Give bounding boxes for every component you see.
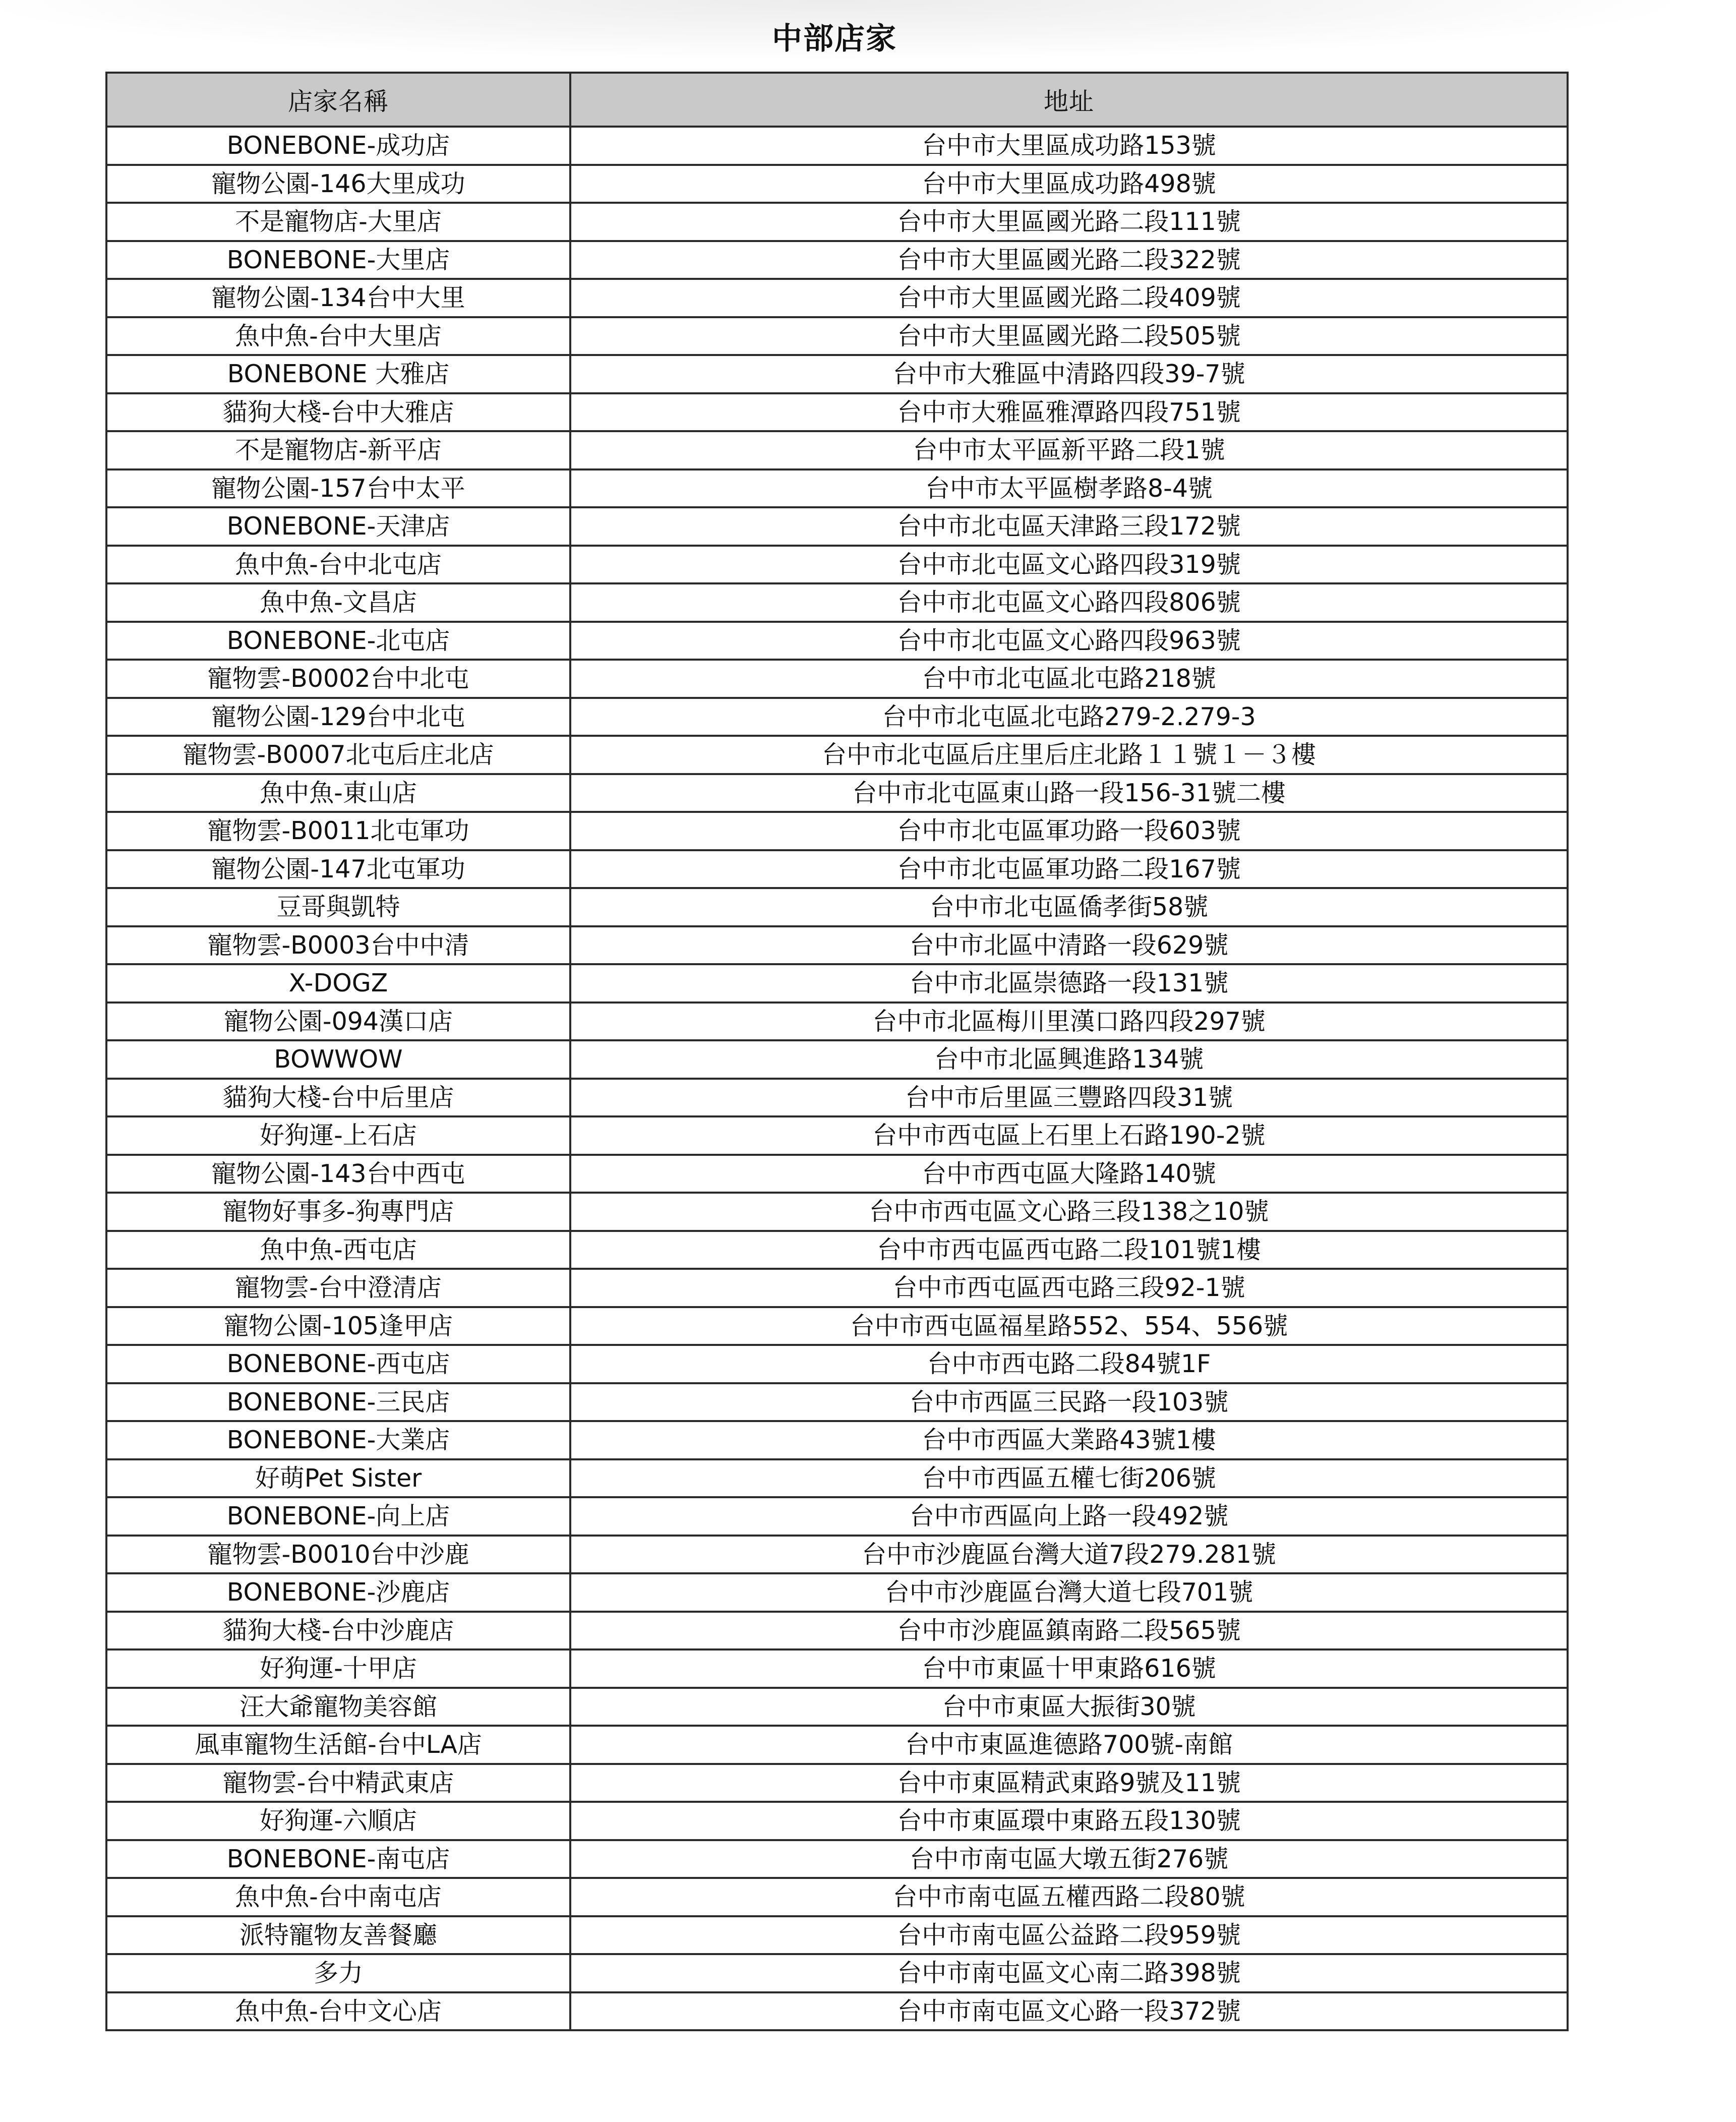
table-row — [106, 241, 1568, 279]
table-row — [106, 1573, 1568, 1612]
table-row — [106, 622, 1568, 660]
table-header-row — [106, 73, 1568, 127]
store-name-cell: 好狗運-六順店 — [106, 1802, 570, 1840]
table-body — [106, 127, 1568, 2030]
table-row — [106, 203, 1568, 241]
address-cell: 台中市西區三民路一段103號 — [570, 1383, 1568, 1422]
address-cell: 台中市北屯區天津路三段172號 — [570, 507, 1568, 546]
store-name-cell: 汪大爺寵物美容館 — [106, 1688, 570, 1726]
table-row — [106, 1079, 1568, 1117]
store-name-cell: BONEBONE-向上店 — [106, 1497, 570, 1536]
address-cell: 台中市太平區樹孝路8-4號 — [570, 469, 1568, 508]
table-row — [106, 698, 1568, 736]
address-cell: 台中市北屯區北屯路218號 — [570, 660, 1568, 698]
address-cell: 台中市南屯區公益路二段959號 — [570, 1916, 1568, 1955]
address-cell: 台中市北屯區文心路四段963號 — [570, 622, 1568, 660]
address-cell: 台中市西屯路二段84號1F — [570, 1345, 1568, 1383]
address-cell: 台中市沙鹿區台灣大道7段279.281號 — [570, 1536, 1568, 1574]
address-cell: 台中市東區十甲東路616號 — [570, 1649, 1568, 1688]
store-name-cell: 不是寵物店-大里店 — [106, 203, 570, 241]
table-row — [106, 850, 1568, 889]
address-cell: 台中市沙鹿區鎮南路二段565號 — [570, 1612, 1568, 1650]
address-cell: 台中市后里區三豐路四段31號 — [570, 1079, 1568, 1117]
table-row — [106, 355, 1568, 393]
table-row — [106, 127, 1568, 165]
table-row — [106, 1116, 1568, 1155]
address-cell: 台中市西屯區文心路三段138之10號 — [570, 1193, 1568, 1231]
store-name-cell: 寵物雲-台中澄清店 — [106, 1269, 570, 1307]
address-cell: 台中市南屯區大墩五街276號 — [570, 1840, 1568, 1878]
table-row — [106, 317, 1568, 356]
address-cell: 台中市東區環中東路五段130號 — [570, 1802, 1568, 1840]
table-row — [106, 1688, 1568, 1726]
store-name-cell: 貓狗大棧-台中大雅店 — [106, 393, 570, 432]
address-cell: 台中市北屯區文心路四段806號 — [570, 583, 1568, 622]
table-row — [106, 165, 1568, 203]
table-row — [106, 1193, 1568, 1231]
table-row — [106, 469, 1568, 508]
store-name-cell: 寵物公園-157台中太平 — [106, 469, 570, 508]
store-name-cell: 寵物公園-143台中西屯 — [106, 1155, 570, 1193]
table-row — [106, 1764, 1568, 1802]
column-header-address: 地址 — [570, 73, 1568, 127]
table-row — [106, 583, 1568, 622]
table-row — [106, 507, 1568, 546]
table-row — [106, 1726, 1568, 1764]
store-name-cell: 寵物公園-094漢口店 — [106, 1003, 570, 1041]
address-cell: 台中市西屯區福星路552、554、556號 — [570, 1307, 1568, 1345]
address-cell: 台中市大里區國光路二段322號 — [570, 241, 1568, 279]
store-name-cell: BONEBONE-大業店 — [106, 1421, 570, 1459]
store-name-cell: BONEBONE-北屯店 — [106, 622, 570, 660]
address-cell: 台中市東區大振街30號 — [570, 1688, 1568, 1726]
table-row — [106, 1003, 1568, 1041]
address-cell: 台中市西區向上路一段492號 — [570, 1497, 1568, 1536]
address-cell: 台中市北屯區僑孝街58號 — [570, 888, 1568, 926]
store-name-cell: BONEBONE-成功店 — [106, 127, 570, 165]
address-cell: 台中市南屯區文心路一段372號 — [570, 1992, 1568, 2031]
table-row — [106, 1649, 1568, 1688]
store-name-cell: 寵物雲-B0002台中北屯 — [106, 660, 570, 698]
store-name-cell: 魚中魚-東山店 — [106, 774, 570, 812]
table-row — [106, 1612, 1568, 1650]
address-cell: 台中市北屯區文心路四段319號 — [570, 546, 1568, 584]
table-row — [106, 660, 1568, 698]
store-name-cell: X-DOGZ — [106, 964, 570, 1003]
address-cell: 台中市東區進德路700號-南館 — [570, 1726, 1568, 1764]
store-name-cell: 寵物雲-B0003台中中清 — [106, 926, 570, 965]
table-row — [106, 774, 1568, 812]
store-name-cell: 貓狗大棧-台中沙鹿店 — [106, 1612, 570, 1650]
table-row — [106, 1383, 1568, 1422]
store-name-cell: BONEBONE-沙鹿店 — [106, 1573, 570, 1612]
column-header-store-name: 店家名稱 — [106, 73, 570, 127]
address-cell: 台中市西區大業路43號1樓 — [570, 1421, 1568, 1459]
store-name-cell: 好萌Pet Sister — [106, 1459, 570, 1498]
store-name-cell: 好狗運-十甲店 — [106, 1649, 570, 1688]
address-cell: 台中市北區梅川里漢口路四段297號 — [570, 1003, 1568, 1041]
address-cell: 台中市大里區成功路498號 — [570, 165, 1568, 203]
table-row — [106, 1878, 1568, 1916]
table-row — [106, 1916, 1568, 1955]
table-row — [106, 888, 1568, 926]
address-cell: 台中市大里區國光路二段409號 — [570, 279, 1568, 317]
table-row — [106, 279, 1568, 317]
address-cell: 台中市北屯區軍功路二段167號 — [570, 850, 1568, 889]
store-name-cell: 寵物公園-146大里成功 — [106, 165, 570, 203]
store-name-cell: 貓狗大棧-台中后里店 — [106, 1079, 570, 1117]
store-name-cell: 魚中魚-文昌店 — [106, 583, 570, 622]
store-name-cell: 寵物好事多-狗專門店 — [106, 1193, 570, 1231]
table-row — [106, 546, 1568, 584]
store-name-cell: 寵物公園-129台中北屯 — [106, 698, 570, 736]
address-cell: 台中市西區五權七街206號 — [570, 1459, 1568, 1498]
address-cell: 台中市北屯區軍功路一段603號 — [570, 812, 1568, 850]
table-row — [106, 1345, 1568, 1383]
table-row — [106, 1155, 1568, 1193]
store-name-cell: BONEBONE 大雅店 — [106, 355, 570, 393]
store-name-cell: 寵物雲-B0007北屯后庄北店 — [106, 736, 570, 774]
store-name-cell: 魚中魚-台中北屯店 — [106, 546, 570, 584]
table-row — [106, 1040, 1568, 1079]
address-cell: 台中市沙鹿區台灣大道七段701號 — [570, 1573, 1568, 1612]
address-cell: 台中市南屯區五權西路二段80號 — [570, 1878, 1568, 1916]
store-name-cell: 不是寵物店-新平店 — [106, 431, 570, 469]
table-row — [106, 1497, 1568, 1536]
table-row — [106, 1536, 1568, 1574]
table-row — [106, 1459, 1568, 1498]
address-cell: 台中市西屯區大隆路140號 — [570, 1155, 1568, 1193]
store-name-cell: BONEBONE-三民店 — [106, 1383, 570, 1422]
address-cell: 台中市北區興進路134號 — [570, 1040, 1568, 1079]
store-name-cell: 魚中魚-台中大里店 — [106, 317, 570, 356]
address-cell: 台中市西屯區西屯路三段92-1號 — [570, 1269, 1568, 1307]
address-cell: 台中市北屯區后庄里后庄北路１１號１－３樓 — [570, 736, 1568, 774]
store-name-cell: 多力 — [106, 1954, 570, 1992]
store-name-cell: BONEBONE-天津店 — [106, 507, 570, 546]
table-row — [106, 1840, 1568, 1878]
store-table — [105, 72, 1569, 2031]
address-cell: 台中市大雅區雅潭路四段751號 — [570, 393, 1568, 432]
address-cell: 台中市大里區國光路二段505號 — [570, 317, 1568, 356]
table-row — [106, 926, 1568, 965]
store-name-cell: BOWWOW — [106, 1040, 570, 1079]
store-name-cell: 魚中魚-台中南屯店 — [106, 1878, 570, 1916]
address-cell: 台中市太平區新平路二段1號 — [570, 431, 1568, 469]
table-row — [106, 1421, 1568, 1459]
address-cell: 台中市大里區成功路153號 — [570, 127, 1568, 165]
store-name-cell: 寵物雲-台中精武東店 — [106, 1764, 570, 1802]
page-title: 中部店家 — [772, 21, 897, 56]
store-name-cell: 寵物公園-134台中大里 — [106, 279, 570, 317]
store-name-cell: BONEBONE-大里店 — [106, 241, 570, 279]
store-name-cell: 豆哥與凱特 — [106, 888, 570, 926]
store-name-cell: 風車寵物生活館-台中LA店 — [106, 1726, 570, 1764]
table-row — [106, 1231, 1568, 1269]
address-cell: 台中市北屯區北屯路279-2.279-3 — [570, 698, 1568, 736]
address-cell: 台中市西屯區上石里上石路190-2號 — [570, 1116, 1568, 1155]
address-cell: 台中市北屯區東山路一段156-31號二樓 — [570, 774, 1568, 812]
address-cell: 台中市北區中清路一段629號 — [570, 926, 1568, 965]
store-name-cell: 好狗運-上石店 — [106, 1116, 570, 1155]
table-row — [106, 1269, 1568, 1307]
store-name-cell: 派特寵物友善餐廳 — [106, 1916, 570, 1955]
address-cell: 台中市北區崇德路一段131號 — [570, 964, 1568, 1003]
table-row — [106, 812, 1568, 850]
store-name-cell: 魚中魚-台中文心店 — [106, 1992, 570, 2031]
store-name-cell: 寵物雲-B0011北屯軍功 — [106, 812, 570, 850]
store-name-cell: 寵物雲-B0010台中沙鹿 — [106, 1536, 570, 1574]
table-row — [106, 1802, 1568, 1840]
table-row — [106, 964, 1568, 1003]
store-name-cell: 魚中魚-西屯店 — [106, 1231, 570, 1269]
table-row — [106, 1954, 1568, 1992]
address-cell: 台中市西屯區西屯路二段101號1樓 — [570, 1231, 1568, 1269]
table-row — [106, 393, 1568, 432]
address-cell: 台中市大雅區中清路四段39-7號 — [570, 355, 1568, 393]
table-row — [106, 1992, 1568, 2031]
store-name-cell: 寵物公園-105逢甲店 — [106, 1307, 570, 1345]
store-name-cell: BONEBONE-南屯店 — [106, 1840, 570, 1878]
address-cell: 台中市大里區國光路二段111號 — [570, 203, 1568, 241]
table-row — [106, 431, 1568, 469]
store-name-cell: 寵物公園-147北屯軍功 — [106, 850, 570, 889]
table-row — [106, 736, 1568, 774]
address-cell: 台中市南屯區文心南二路398號 — [570, 1954, 1568, 1992]
address-cell: 台中市東區精武東路9號及11號 — [570, 1764, 1568, 1802]
store-name-cell: BONEBONE-西屯店 — [106, 1345, 570, 1383]
table-row — [106, 1307, 1568, 1345]
